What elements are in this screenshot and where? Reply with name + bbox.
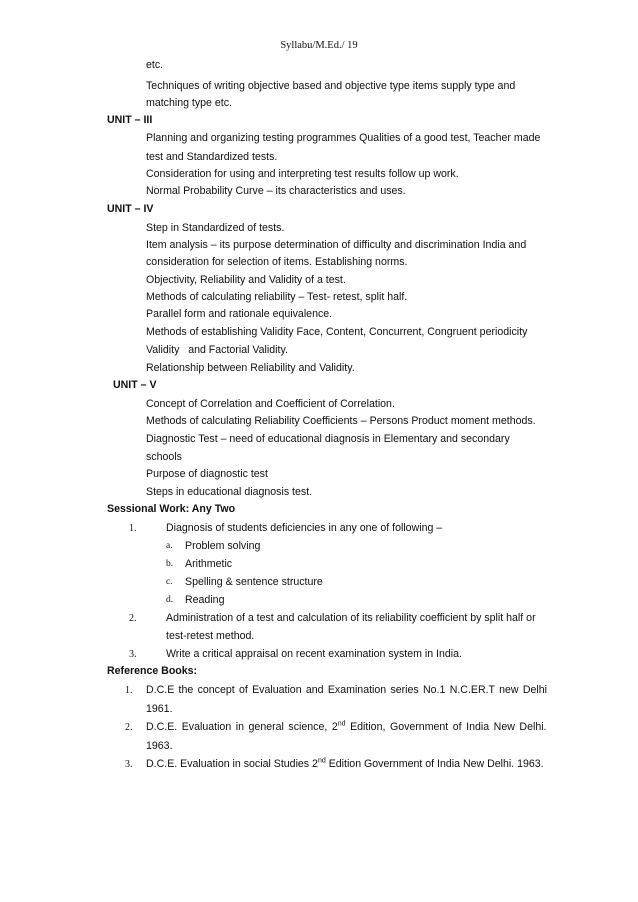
unit-3-line: Normal Probability Curve – its characteristics and uses. <box>146 185 406 197</box>
unit-5-line: Methods of calculating Reliability Coefficients – Persons Product moment methods. <box>146 415 536 427</box>
sub-item-letter: b. <box>166 559 174 569</box>
sub-item-letter: a. <box>166 541 173 551</box>
reference-text: 1961. <box>146 703 173 715</box>
reference-number: 1. <box>125 685 133 696</box>
unit-4-line: Relationship between Reliability and Validity. <box>146 362 355 374</box>
unit-5-heading: UNIT – V <box>113 379 157 391</box>
unit-4-heading: UNIT – IV <box>107 203 154 215</box>
reference-text: 1963. <box>146 740 173 752</box>
unit-4-line: consideration for selection of items. Establishing norms. <box>146 256 408 268</box>
sub-item-text: Arithmetic <box>185 558 233 570</box>
unit-5-line: Steps in educational diagnosis test. <box>146 486 313 498</box>
unit-3-line: test and Standardized tests. <box>146 151 278 163</box>
sub-item-letter: c. <box>166 577 173 587</box>
sessional-item-number: 1. <box>129 523 137 534</box>
sub-item-text: Problem solving <box>185 540 261 552</box>
page-header: Syllabu/M.Ed./ 19 <box>280 40 358 51</box>
sub-item-text: Spelling & sentence structure <box>185 576 323 588</box>
intro-line: matching type etc. <box>146 97 232 109</box>
reference-text: D.C.E. Evaluation in social Studies 2nd Edition Government of India New Delhi. 1963. <box>146 757 544 770</box>
unit-4-line: Validity and Factorial Validity. <box>146 344 288 356</box>
unit-5-line: schools <box>146 451 182 463</box>
unit-4-line: Parallel form and rationale equivalence. <box>146 308 333 320</box>
sessional-item-text: test-retest method. <box>166 630 255 642</box>
unit-4-line: Objectivity, Reliability and Validity of a test. <box>146 274 346 286</box>
intro-line: etc. <box>146 59 164 71</box>
unit-5-line: Purpose of diagnostic test <box>146 468 268 480</box>
sessional-item-number: 2. <box>129 613 137 624</box>
unit-4-line: Methods of calculating reliability – Test- retest, split half. <box>146 291 408 303</box>
intro-line: Techniques of writing objective based and objective type items supply type and <box>146 80 516 92</box>
unit-4-line: Step in Standardized of tests. <box>146 222 285 234</box>
unit-4-line: Methods of establishing Validity Face, Content, Concurrent, Congruent periodicity <box>146 326 528 338</box>
unit-5-line: Diagnostic Test – need of educational diagnosis in Elementary and secondary <box>146 433 510 445</box>
sessional-item-text: Diagnosis of students deficiencies in any one of following – <box>166 522 443 534</box>
sub-item-text: Reading <box>185 594 225 606</box>
unit-4-line: Item analysis – its purpose determination of difficulty and discrimination India and <box>146 239 527 251</box>
unit-5-line: Concept of Correlation and Coefficient of Correlation. <box>146 398 395 410</box>
unit-3-heading: UNIT – III <box>107 114 153 126</box>
reference-text: D.C.E the concept of Evaluation and Examination series No.1 N.C.ER.T new Delhi <box>146 684 547 696</box>
reference-text: D.C.E. Evaluation in general science, 2nd Edition, Government of India New Delhi. <box>146 720 547 733</box>
references-heading: Reference Books: <box>107 665 198 677</box>
sessional-item-text: Write a critical appraisal on recent examination system in India. <box>166 648 462 660</box>
unit-3-line: Planning and organizing testing programmes Qualities of a good test, Teacher made <box>146 132 541 144</box>
reference-number: 3. <box>125 759 133 770</box>
sessional-item-text: Administration of a test and calculation of its reliability coefficient by split half or <box>166 612 536 624</box>
unit-3-line: Consideration for using and interpreting test results follow up work. <box>146 168 459 180</box>
sessional-heading: Sessional Work: Any Two <box>107 503 236 515</box>
sessional-item-number: 3. <box>129 649 137 660</box>
reference-number: 2. <box>125 722 133 733</box>
sub-item-letter: d. <box>166 595 174 605</box>
